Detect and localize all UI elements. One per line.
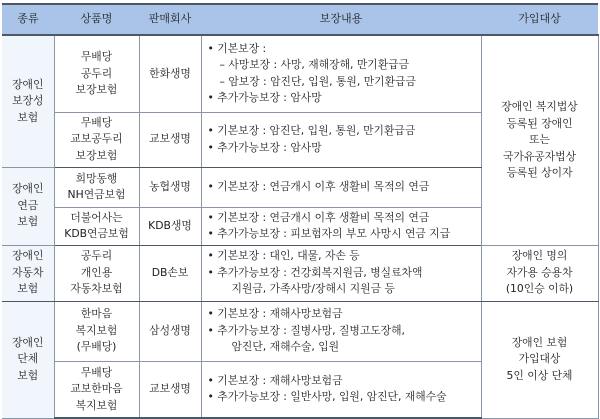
eligibility-text: 자가용 승용차 <box>506 265 573 279</box>
insurance-products-table <box>2 3 599 419</box>
header-company: 판매회사 <box>139 4 201 35</box>
coverage-line: • 추가가능보장 : 피보험자의 부모 사망시 연금 지급 <box>207 227 451 240</box>
coverage-line: 암진단, 재해수술, 입원 <box>231 340 340 354</box>
eligibility-text: 5인 이상 단체 <box>506 368 573 382</box>
eligibility-text: 장애인 보험 <box>511 335 568 349</box>
product-name-text: 희망동행 <box>75 171 118 185</box>
eligibility-text: 등록된 장애인 <box>506 116 573 130</box>
coverage-line: • 추가가능보장 : 건강회복지원금, 병실료차액 <box>207 265 423 279</box>
coverage-line: • 기본보장 : 재해사망보험금 <box>207 307 343 321</box>
company-cell: KDB생명 <box>139 207 201 245</box>
coverage-line: • 기본보장 : 재해사망보험금 <box>207 373 343 387</box>
company-cell: DB손보 <box>139 245 201 301</box>
coverage-cell <box>201 361 481 418</box>
product-name-text: 자동차보험 <box>70 282 123 296</box>
eligibility-text: 장애인 명의 <box>511 249 568 263</box>
category-text: 보험 <box>17 282 39 296</box>
category-text: 장애인 <box>12 182 44 196</box>
eligibility-text: (10인승 이하) <box>505 282 574 296</box>
company-cell: 한화생명 <box>139 35 201 112</box>
header-eligibility: 가입대상 <box>481 4 598 35</box>
product-name-text: 개인용 <box>80 265 113 279</box>
company-cell: 교보생명 <box>139 361 201 418</box>
coverage-line: • 추가가능보장 : 암사망 <box>207 91 322 105</box>
category-text: 장애인 <box>12 249 44 263</box>
product-name-text: NH연금보험 <box>67 188 126 201</box>
product-name-text: 보장보험 <box>75 148 118 162</box>
coverage-cell <box>201 207 481 245</box>
product-name-text: 보장보험 <box>75 83 118 96</box>
header-coverage: 보장내용 <box>201 4 481 35</box>
product-name-text: 무배당 <box>80 365 113 379</box>
category-text: 보험 <box>17 368 39 382</box>
category-text: 연금 <box>17 198 39 212</box>
coverage-cell <box>201 167 481 207</box>
category-text: 보장성 <box>12 94 44 107</box>
product-name-cell <box>54 35 139 112</box>
table-row <box>2 35 598 112</box>
product-name-cell <box>54 207 139 245</box>
eligibility-cell <box>481 301 598 418</box>
product-name-text: 복지보험 <box>75 323 118 337</box>
coverage-line: • 기본보장 : 연금개시 이후 생활비 목적의 연금 <box>207 179 430 193</box>
product-name-text: 공두리 <box>80 66 113 80</box>
category-text: 보험 <box>17 110 39 124</box>
coverage-line: • 추가가능보장 : 일반사망, 입원, 암진단, 재해수술 <box>207 390 447 404</box>
product-name-text: 한마음 <box>80 307 113 321</box>
coverage-line: • 기본보장 : 대인, 대물, 자손 등 <box>207 249 360 263</box>
product-name-text: (무배당) <box>76 340 117 354</box>
header-product: 상품명 <box>54 4 139 35</box>
category-text: 보험 <box>17 215 39 229</box>
coverage-line: • 기본보장 : 암진단, 입원, 통원, 만기환급금 <box>207 124 416 137</box>
category-cell <box>2 167 54 245</box>
header-row <box>2 4 598 35</box>
category-cell <box>2 245 54 301</box>
product-name-text: 더불어사는 <box>70 210 123 224</box>
coverage-line: • 기본보장 : 연금개시 이후 생활비 목적의 연금 <box>207 210 430 224</box>
coverage-line: – 암보장 : 암진단, 입원, 통원, 만기환급금 <box>219 74 416 88</box>
product-name-text: 무배당 <box>80 115 113 129</box>
coverage-line: • 기본보장 : <box>207 41 267 55</box>
category-cell <box>2 35 54 167</box>
product-name-text: KDB연금보험 <box>64 227 129 240</box>
coverage-line: – 사망보장 : 사망, 재해장해, 만기환급금 <box>219 58 410 72</box>
eligibility-text: 국가유공자법상 <box>502 149 576 163</box>
coverage-line: 지원금, 가족사망/장해시 지원금 등 <box>231 282 395 296</box>
header-type: 종류 <box>2 4 54 35</box>
category-text: 장애인 <box>12 77 44 91</box>
product-name-cell <box>54 361 139 418</box>
product-name-text: 복지보험 <box>75 398 118 412</box>
product-name-cell <box>54 167 139 207</box>
product-name-text: 무배당 <box>80 50 113 63</box>
company-cell: 삼성생명 <box>139 301 201 361</box>
coverage-cell <box>201 301 481 361</box>
company-cell: 농협생명 <box>139 167 201 207</box>
coverage-cell <box>201 35 481 112</box>
product-name-text: 공두리 <box>80 249 113 263</box>
category-text: 자동차 <box>12 265 44 279</box>
eligibility-cell <box>481 245 598 301</box>
eligibility-text: 장애인 복지법상 <box>501 100 578 113</box>
coverage-line: • 추가가능보장 : 질병사망, 질병고도장해, <box>207 323 405 337</box>
table-row <box>2 245 598 301</box>
coverage-cell <box>201 245 481 301</box>
coverage-cell <box>201 112 481 167</box>
product-name-text: 교보공두리 <box>70 132 123 146</box>
coverage-line: • 추가가능보장 : 암사망 <box>207 140 322 154</box>
category-cell <box>2 301 54 418</box>
product-name-cell <box>54 245 139 301</box>
company-cell: 교보생명 <box>139 112 201 167</box>
eligibility-cell <box>481 35 598 245</box>
product-name-text: 교보한마음 <box>70 382 123 395</box>
product-name-cell <box>54 301 139 361</box>
eligibility-text: 등록된 상이자 <box>506 166 573 179</box>
product-name-cell <box>54 112 139 167</box>
category-text: 장애인 <box>12 335 44 349</box>
table-row <box>2 301 598 361</box>
category-text: 단체 <box>17 352 39 366</box>
eligibility-text: 가입대상 <box>518 352 561 366</box>
eligibility-text: 또는 <box>529 133 550 146</box>
